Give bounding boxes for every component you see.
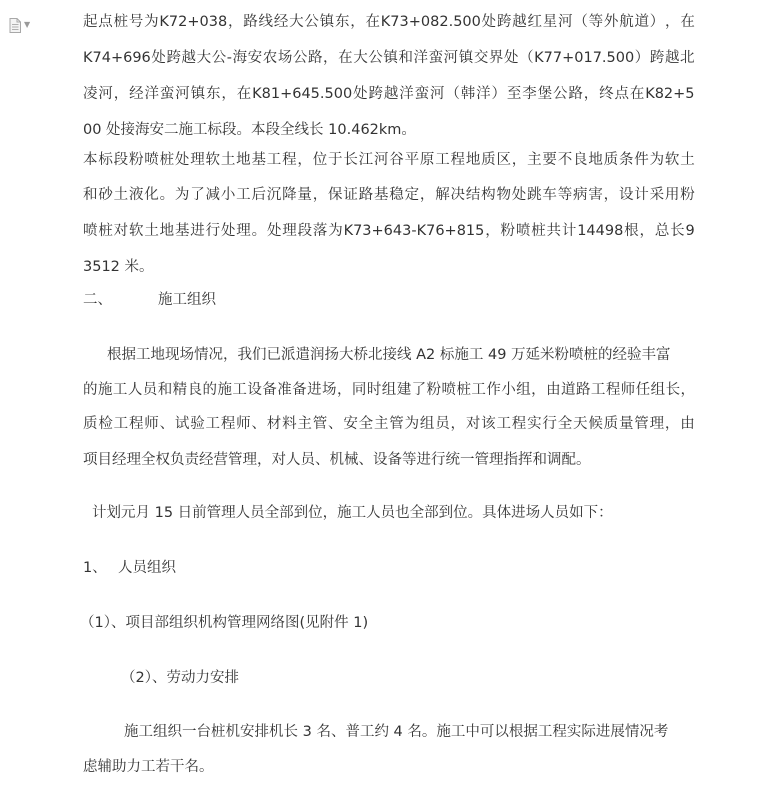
paragraph-line: 的 施 工 人 员 和 精 良 的 施 工 设 备 准 备 进 场 ， 同 时 组 建 了 粉 喷 桩 工 作 小 组 ， 由 道 路 工 程 师 任 组 长 ，: [83, 382, 695, 398]
paragraph-line: 00 处接海安二施工标段。本段全线长 10.462km。: [83, 122, 416, 138]
subsection-heading: 人员组织: [118, 560, 176, 576]
paragraph-line: 本 标 段 粉 喷 桩 处 理 软 土 地 基 工 程 ， 位 于 长 江 河 谷 平 原 工 程 地 质 区 ， 主 要 不 良 地 质 条 件 为 软 土: [83, 152, 695, 168]
paragraph-line: 虑辅助力工若干名。: [83, 759, 214, 775]
paragraph-line: 根据工地现场情况，我们已派遣润扬大桥北接线 A2 标施工 49 万延米粉喷桩的经验丰富: [107, 347, 671, 363]
subsection-number: 1、: [83, 560, 107, 576]
paragraph-line: K74+696 处 跨 越 大 公 - 海 安 农 场 公 路 ， 在 大 公 镇 和 洋 蛮 河 镇 交 界 处 （ K77+017.500 ） 跨 越 北: [83, 50, 695, 66]
section-heading: 施工组织: [158, 292, 216, 308]
list-item: （2）、劳动力安排: [121, 670, 239, 686]
paragraph-line: 起 点 桩 号 为 K72+038 ， 路 线 经 大 公 镇 东 ， 在 K73+082.500 处 跨 越 红 星 河 （ 等 外 航 道 ） ， 在: [83, 14, 695, 30]
paragraph-line: 喷 桩 对 软 土 地 基 进 行 处 理 。 处 理 段 落 为 K73+643-K76+815 ， 粉 喷 桩 共 计 14498 根 ， 总 长 9: [83, 223, 695, 239]
paragraph-line: 质 检 工 程 师 、 试 验 工 程 师 、 材 料 主 管 、 安 全 主 管 为 组 员 ， 对 该 工 程 实 行 全 天 候 质 量 管 理 ， 由: [83, 416, 695, 432]
paragraph-line: 项目经理全权负责经营管理，对人员、机械、设备等进行统一管理指挥和调配。: [83, 452, 591, 468]
document-icon: [9, 18, 21, 33]
paragraph-line: 凌 河 ， 经 洋 蛮 河 镇 东 ， 在 K81+645.500 处 跨 越 洋 蛮 河 （ 韩 洋 ） 至 李 堡 公 路 ， 终 点 在 K82+5: [83, 86, 695, 102]
paragraph-line: 施工组织一台桩机安排机长 3 名、普工约 4 名。施工中可以根据工程实际进展情况考: [124, 724, 669, 740]
document-menu[interactable]: [9, 17, 35, 33]
chevron-down-icon: ▼: [24, 20, 31, 29]
paragraph-line: 和 砂 土 液 化 。 为 了 减 小 工 后 沉 降 量 ， 保 证 路 基 稳 定 ， 解 决 结 构 物 处 跳 车 等 病 害 ， 设 计 采 用 粉: [83, 187, 695, 203]
section-number: 二、: [83, 292, 112, 308]
paragraph-line: 计划元月 15 日前管理人员全部到位，施工人员也全部到位。具体进场人员如下：: [92, 505, 613, 521]
list-item: （1）、项目部组织机构管理网络图(见附件 1): [80, 615, 369, 631]
paragraph-line: 3512 米。: [83, 259, 154, 275]
